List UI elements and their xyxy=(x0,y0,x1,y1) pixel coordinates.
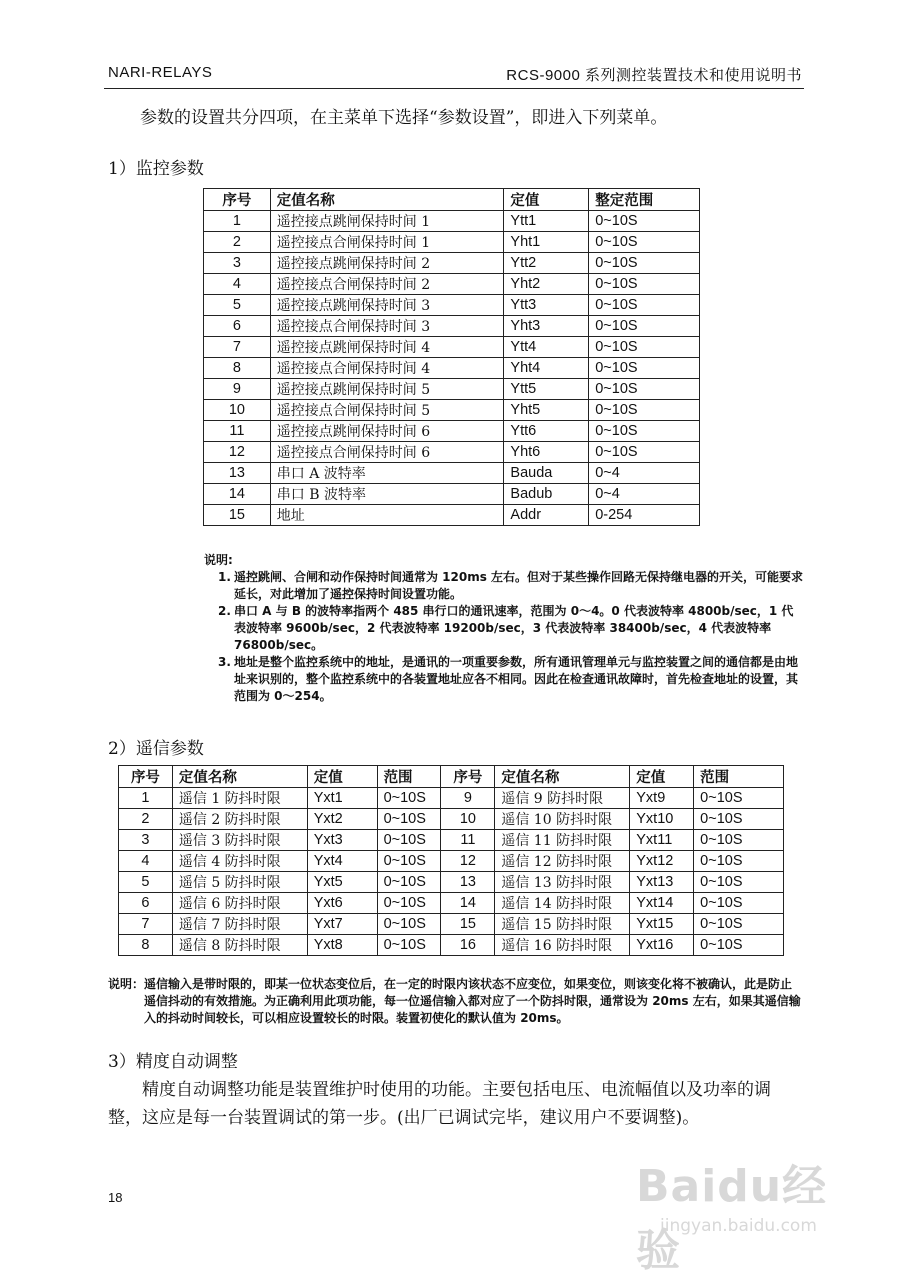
table-cell: 0~10S xyxy=(589,379,700,400)
table-cell: Yht1 xyxy=(504,232,589,253)
table-cell: Bauda xyxy=(504,463,589,484)
table-cell: 遥信 6 防抖时限 xyxy=(172,893,307,914)
table-cell: Yxt7 xyxy=(307,914,377,935)
table-header-row xyxy=(119,766,784,788)
col-header-value: 定值 xyxy=(504,189,589,211)
table-cell: 0~10S xyxy=(589,211,700,232)
table-cell: Yxt10 xyxy=(630,809,694,830)
table-cell: 遥控接点跳闸保持时间 5 xyxy=(270,379,504,400)
table-cell: 遥控接点跳闸保持时间 2 xyxy=(270,253,504,274)
col-header-value: 定值 xyxy=(307,766,377,788)
baidu-watermark xyxy=(636,1150,846,1276)
table-cell: 10 xyxy=(441,809,495,830)
table-cell: 4 xyxy=(204,274,271,295)
table-cell: 0~10S xyxy=(694,851,784,872)
table-cell: 0~10S xyxy=(377,872,441,893)
table-cell: 0~10S xyxy=(377,914,441,935)
table-cell: Yxt2 xyxy=(307,809,377,830)
table-cell: 14 xyxy=(204,484,271,505)
table-cell: 15 xyxy=(204,505,271,526)
table-cell: 地址 xyxy=(270,505,504,526)
table-cell: Yxt15 xyxy=(630,914,694,935)
table-row xyxy=(119,830,784,851)
table-cell: Yht4 xyxy=(504,358,589,379)
table-cell: 0~10S xyxy=(694,809,784,830)
table-cell: Yxt8 xyxy=(307,935,377,956)
table-cell: 0~10S xyxy=(589,337,700,358)
table-cell: 遥控接点合闸保持时间 2 xyxy=(270,274,504,295)
table-row xyxy=(119,809,784,830)
section1-notes xyxy=(204,552,804,705)
table-cell: Yxt11 xyxy=(630,830,694,851)
col-header-index: 序号 xyxy=(204,189,271,211)
table-cell: 9 xyxy=(204,379,271,400)
table-cell: 串口 B 波特率 xyxy=(270,484,504,505)
table-cell: 遥信 16 防抖时限 xyxy=(495,935,630,956)
table-cell: 3 xyxy=(119,830,173,851)
table-row xyxy=(204,400,700,421)
table-cell: 遥控接点跳闸保持时间 6 xyxy=(270,421,504,442)
section3-title: 3）精度自动调整 xyxy=(108,1052,238,1072)
table-row xyxy=(119,914,784,935)
table-cell: 15 xyxy=(441,914,495,935)
table-cell: 遥信 3 防抖时限 xyxy=(172,830,307,851)
table-cell: 遥控接点跳闸保持时间 4 xyxy=(270,337,504,358)
table-cell: 8 xyxy=(119,935,173,956)
table-cell: 2 xyxy=(204,232,271,253)
table-cell: 遥信 15 防抖时限 xyxy=(495,914,630,935)
note-label: 说明： xyxy=(108,977,145,991)
table-cell: 0~10S xyxy=(589,274,700,295)
section2-title: 2）遥信参数 xyxy=(108,739,204,759)
col-header-range: 范围 xyxy=(694,766,784,788)
table-cell: Yxt5 xyxy=(307,872,377,893)
note-item: 1. 遥控跳闸、合闸和动作保持时间通常为 120ms 左右。但对于某些操作回路无保持继电器的开关，可能要求延长，对此增加了遥控保持时间设置功能。 xyxy=(218,570,804,601)
table-cell: 遥信 5 防抖时限 xyxy=(172,872,307,893)
table-row xyxy=(204,463,700,484)
table-cell: 遥信 10 防抖时限 xyxy=(495,809,630,830)
table-cell: 12 xyxy=(441,851,495,872)
table-cell: Yht2 xyxy=(504,274,589,295)
table-row xyxy=(119,851,784,872)
table-row xyxy=(204,484,700,505)
table-cell: Yxt9 xyxy=(630,788,694,809)
table-row xyxy=(204,358,700,379)
table-cell: 9 xyxy=(441,788,495,809)
col-header-index: 序号 xyxy=(119,766,173,788)
table-cell: 0~10S xyxy=(589,253,700,274)
watermark-brand: Baidu经验 xyxy=(636,1161,828,1276)
table-cell: 0~10S xyxy=(589,358,700,379)
table-cell: 13 xyxy=(204,463,271,484)
table-cell: 0~10S xyxy=(589,316,700,337)
section2-note xyxy=(108,976,804,1027)
table-cell: 13 xyxy=(441,872,495,893)
table-cell: 5 xyxy=(204,295,271,316)
table-cell: Badub xyxy=(504,484,589,505)
header-rule xyxy=(104,88,804,89)
table-cell: 0~10S xyxy=(694,830,784,851)
table-row xyxy=(119,872,784,893)
table-row xyxy=(204,379,700,400)
table-cell: 1 xyxy=(204,211,271,232)
table-cell: 16 xyxy=(441,935,495,956)
table-cell: Ytt1 xyxy=(504,211,589,232)
remote-signal-params-table xyxy=(118,765,784,956)
page-number: 18 xyxy=(108,1190,123,1205)
col-header-range: 范围 xyxy=(377,766,441,788)
table-cell: 2 xyxy=(119,809,173,830)
table-cell: 遥信 8 防抖时限 xyxy=(172,935,307,956)
table-cell: 0~10S xyxy=(377,851,441,872)
table-cell: Yxt3 xyxy=(307,830,377,851)
col-header-index: 序号 xyxy=(441,766,495,788)
table-row xyxy=(204,274,700,295)
table-cell: 4 xyxy=(119,851,173,872)
table-cell: 0~10S xyxy=(589,400,700,421)
table-cell: Yxt16 xyxy=(630,935,694,956)
note-item: 3. 地址是整个监控系统中的地址，是通讯的一项重要参数，所有通讯管理单元与监控装置之间的通信都是由地址来识别的，整个监控系统中的各装置地址应各不相同。因此在检查通讯故障时，首先检查地址的设置，其范围为 0～254。 xyxy=(218,655,799,703)
watermark-url: jingyan.baidu.com xyxy=(660,1216,817,1236)
monitor-params-table xyxy=(203,188,700,526)
table-cell: 0~10S xyxy=(377,893,441,914)
table-cell: 遥信 13 防抖时限 xyxy=(495,872,630,893)
table-row xyxy=(204,421,700,442)
table-cell: 0~10S xyxy=(694,935,784,956)
header-brand: NARI-RELAYS xyxy=(108,64,213,81)
intro-paragraph: 参数的设置共分四项，在主菜单下选择“参数设置”，即进入下列菜单。 xyxy=(140,108,668,128)
table-cell: 遥信 11 防抖时限 xyxy=(495,830,630,851)
table-cell: 遥信 2 防抖时限 xyxy=(172,809,307,830)
table-cell: Ytt3 xyxy=(504,295,589,316)
table-cell: Yxt1 xyxy=(307,788,377,809)
table-cell: 遥信 1 防抖时限 xyxy=(172,788,307,809)
table-cell: Ytt5 xyxy=(504,379,589,400)
table-cell: 遥控接点合闸保持时间 4 xyxy=(270,358,504,379)
table-cell: Yxt12 xyxy=(630,851,694,872)
table-row xyxy=(204,232,700,253)
table-cell: 0~10S xyxy=(694,914,784,935)
table-cell: 0~10S xyxy=(377,830,441,851)
table-cell: Yxt14 xyxy=(630,893,694,914)
table-cell: 遥信 14 防抖时限 xyxy=(495,893,630,914)
table-cell: 0~10S xyxy=(589,232,700,253)
notes-label: 说明: xyxy=(204,553,233,567)
table-cell: 遥信 9 防抖时限 xyxy=(495,788,630,809)
table-cell: Ytt6 xyxy=(504,421,589,442)
table-row xyxy=(119,893,784,914)
table-cell: Yxt13 xyxy=(630,872,694,893)
table-row xyxy=(204,337,700,358)
table-cell: Ytt4 xyxy=(504,337,589,358)
col-header-range: 整定范围 xyxy=(589,189,700,211)
table-cell: 串口 A 波特率 xyxy=(270,463,504,484)
table-row xyxy=(204,253,700,274)
table-cell: 3 xyxy=(204,253,271,274)
table-cell: 1 xyxy=(119,788,173,809)
table-row xyxy=(204,316,700,337)
table-cell: 0~10S xyxy=(694,893,784,914)
table-cell: Yxt4 xyxy=(307,851,377,872)
table-cell: Yht6 xyxy=(504,442,589,463)
table-cell: 遥信 7 防抖时限 xyxy=(172,914,307,935)
note-text: 遥信输入是带时限的，即某一位状态变位后，在一定的时限内该状态不应变位，如果变位，则该变化将不被确认，此是防止遥信抖动的有效措施。为正确利用此项功能，每一位遥信输入都对应了一个防抖时限，通常设为 20ms 左右，如果其遥信输入的抖动时间较长，可以相应设置较长的时限。装置初使化的默认值为 20ms。 xyxy=(144,977,801,1025)
table-cell: 0~10S xyxy=(589,295,700,316)
col-header-value: 定值 xyxy=(630,766,694,788)
table-row xyxy=(119,788,784,809)
header-doc-title: RCS-9000 系列测控装置技术和使用说明书 xyxy=(506,67,802,84)
table-cell: 遥信 4 防抖时限 xyxy=(172,851,307,872)
table-cell: 0~10S xyxy=(377,809,441,830)
table-cell: 0~4 xyxy=(589,484,700,505)
table-cell: Ytt2 xyxy=(504,253,589,274)
table-cell: 0-254 xyxy=(589,505,700,526)
table-row xyxy=(204,211,700,232)
table-cell: 12 xyxy=(204,442,271,463)
section3-body: 精度自动调整功能是装置维护时使用的功能。主要包括电压、电流幅值以及功率的调整，这应是每一台装置调试的第一步。(出厂已调试完毕，建议用户不要调整)。 xyxy=(108,1080,771,1128)
table-cell: 0~10S xyxy=(694,788,784,809)
table-row xyxy=(204,442,700,463)
table-cell: Addr xyxy=(504,505,589,526)
table-row xyxy=(119,935,784,956)
table-cell: 0~10S xyxy=(589,442,700,463)
table-cell: 10 xyxy=(204,400,271,421)
table-header-row xyxy=(204,189,700,211)
table-cell: 8 xyxy=(204,358,271,379)
table-cell: Yht3 xyxy=(504,316,589,337)
table-cell: 遥信 12 防抖时限 xyxy=(495,851,630,872)
table-cell: 7 xyxy=(119,914,173,935)
table-cell: 6 xyxy=(119,893,173,914)
table-cell: 0~10S xyxy=(589,421,700,442)
table-cell: Yxt6 xyxy=(307,893,377,914)
table-cell: 遥控接点合闸保持时间 1 xyxy=(270,232,504,253)
table-cell: 遥控接点合闸保持时间 5 xyxy=(270,400,504,421)
table-cell: 0~10S xyxy=(377,935,441,956)
table-cell: Yht5 xyxy=(504,400,589,421)
table-row xyxy=(204,505,700,526)
table-cell: 14 xyxy=(441,893,495,914)
note-item: 2. 串口 A 与 B 的波特率指两个 485 串行口的通讯速率，范围为 0～4。0 代表波特率 4800b/sec，1 代表波特率 9600b/sec，2 代表波特率 19200b/sec，3 代表波特率 38400b/sec，4 代表波特率 76800b/sec。 xyxy=(218,604,794,652)
col-header-name: 定值名称 xyxy=(172,766,307,788)
col-header-name: 定值名称 xyxy=(495,766,630,788)
table-cell: 11 xyxy=(441,830,495,851)
table-cell: 遥控接点跳闸保持时间 1 xyxy=(270,211,504,232)
table-cell: 0~4 xyxy=(589,463,700,484)
table-cell: 5 xyxy=(119,872,173,893)
col-header-name: 定值名称 xyxy=(270,189,504,211)
table-cell: 7 xyxy=(204,337,271,358)
section1-title: 1）监控参数 xyxy=(108,159,204,179)
table-cell: 0~10S xyxy=(694,872,784,893)
table-cell: 11 xyxy=(204,421,271,442)
table-cell: 0~10S xyxy=(377,788,441,809)
table-cell: 遥控接点合闸保持时间 3 xyxy=(270,316,504,337)
table-cell: 6 xyxy=(204,316,271,337)
table-row xyxy=(204,295,700,316)
table-cell: 遥控接点合闸保持时间 6 xyxy=(270,442,504,463)
table-cell: 遥控接点跳闸保持时间 3 xyxy=(270,295,504,316)
